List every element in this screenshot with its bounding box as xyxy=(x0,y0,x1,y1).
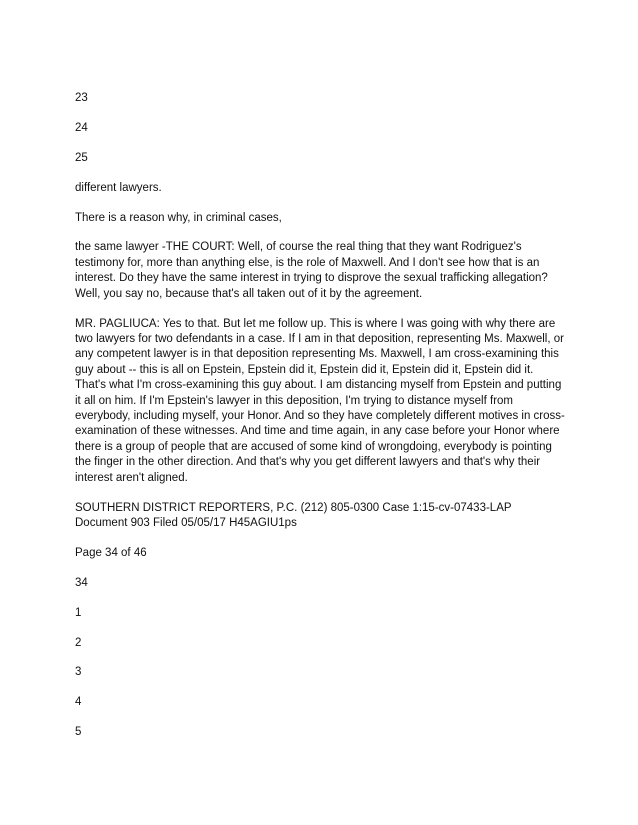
line-number: 1 xyxy=(75,606,82,619)
reporter-footer: SOUTHERN DISTRICT REPORTERS, P.C. (212) 805-0300 Case 1:15-cv-07433-LAP Document 903 Filed 05/05/17 H45AGIU1ps xyxy=(75,501,512,529)
line-number: 4 xyxy=(75,696,82,709)
page-number: 34 xyxy=(75,576,88,589)
pagliuca-statement: MR. PAGLIUCA: Yes to that. But let me follow up. This is where I was going with why there are two lawyers for two defendants in a case. If I am in that deposition, representing Ms. Maxwell, or any competent lawyer is in that deposition representing Ms. Maxwell, I am cross-examining this guy about -- this is all on Epstein, Epstein did it, Epstein did it, Epstein did it, Epstein did it. That's what I'm cross-examining this guy about. I am distancing myself from Epstein and putting it all on him. If I'm Epstein's lawyer in this deposition, I'm trying to distance myself from everybody, including myself, your Honor. And so they have completely different motives in cross-examination of these witnesses. And time and time again, in any case before your Honor where there is a group of people that are accused of some kind of wrongdoing, everybody is pointing the finger in the other direction. And that's why you get different lawyers and that's why their interest aren't aligned. xyxy=(75,317,565,484)
line-number: 2 xyxy=(75,636,82,649)
page-indicator: Page 34 of 46 xyxy=(75,546,147,559)
line-number: 5 xyxy=(75,726,82,739)
line-number: 25 xyxy=(75,151,88,164)
line-number: 3 xyxy=(75,666,82,679)
line-number: 24 xyxy=(75,121,88,134)
transcript-paragraph: There is a reason why, in criminal cases, xyxy=(75,211,282,224)
court-statement: the same lawyer -THE COURT: Well, of course the real thing that they want Rodriguez's testimony for, more than anything else, is the role of Maxwell. And I don't see how that is an interest. Do they have the same interest in trying to disprove the sexual trafficking allegation? Well, you say no, because that's all taken out of it by the agreement. xyxy=(75,241,548,300)
document-page xyxy=(75,91,565,741)
transcript-paragraph: different lawyers. xyxy=(75,181,162,194)
line-number: 23 xyxy=(75,92,88,104)
